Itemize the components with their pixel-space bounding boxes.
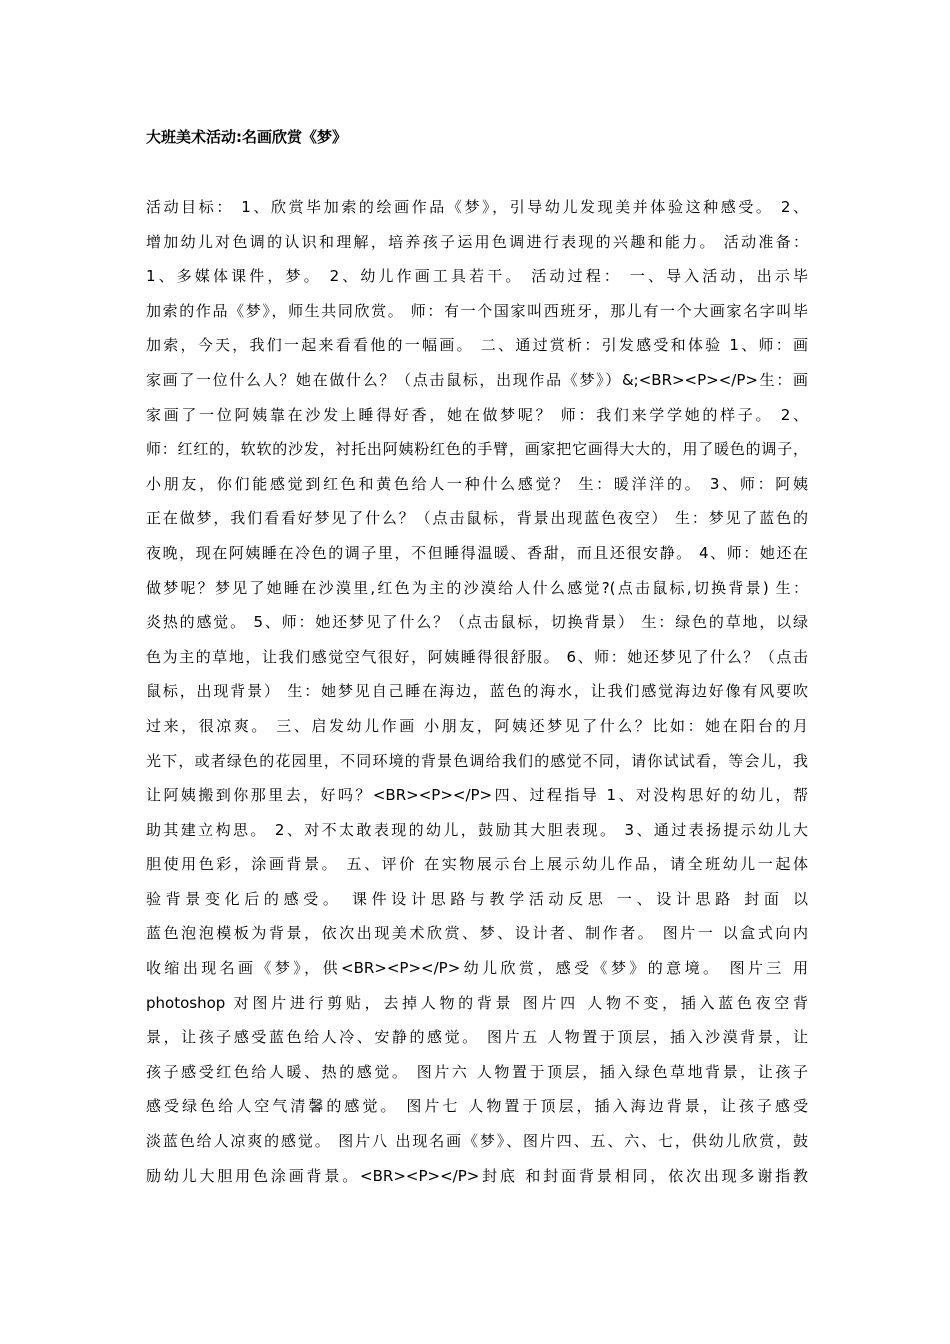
body-line: 胆使用色彩，涂画背景。 五、评价 在实物展示台上展示幼儿作品，请全班幼儿一起体 (146, 855, 808, 874)
body-line: 鼠标，出现背景） 生：她梦见自己睡在海边，蓝色的海水，让我们感觉海边好像有风要吹 (146, 682, 808, 701)
body-line: 炎热的感觉。 5、师：她还梦见了什么？（点击鼠标，切换背景） 生：绿色的草地，以绿 (146, 613, 808, 632)
body-line: 色为主的草地，让我们感觉空气很好，阿姨睡得很舒服。 6、师：她还梦见了什么？（点击 (146, 647, 808, 666)
body-line: 夜晚，现在阿姨睡在冷色的调子里，不但睡得温暖、香甜，而且还很安静。 4、师：她还在 (146, 543, 808, 562)
body-line: 加索的作品《梦》，师生共同欣赏。 师：有一个国家叫西班牙，那儿有一个大画家名字叫毕 (146, 301, 808, 320)
body-line: 光下，或者绿色的花园里，不同环境的背景色调给我们的感觉不同，请你试试看，等会儿，我 (146, 751, 808, 770)
body-line: 验背景变化后的感受。 课件设计思路与教学活动反思 一、设计思路 封面 以 (146, 889, 808, 908)
body-line: 家画了一位阿姨靠在沙发上睡得好香，她在做梦呢？ 师：我们来学学她的样子。 2、 (146, 405, 808, 424)
body-line: 正在做梦，我们看看好梦见了什么？（点击鼠标，背景出现蓝色夜空） 生：梦见了蓝色的 (146, 509, 808, 528)
body-line: 师：红红的，软软的沙发，衬托出阿姨粉红色的手臂，画家把它画得大大的，用了暖色的调子， (146, 440, 808, 459)
document-body (146, 190, 808, 1193)
body-line: 淡蓝色给人凉爽的感觉。 图片八 出现名画《梦》、图片四、五、六、七，供幼儿欣赏，鼓 (146, 1132, 808, 1151)
body-line: 1、多媒体课件，梦。 2、幼儿作画工具若干。 活动过程： 一、导入活动，出示毕 (146, 267, 808, 286)
body-line: 孩子感受红色给人暖、热的感觉。 图片六 人物置于顶层，插入绿色草地背景，让孩子 (146, 1062, 808, 1081)
body-line: 加索，今天，我们一起来看看他的一幅画。 二、通过赏析：引发感受和体验 1、师：画 (146, 336, 808, 355)
body-line: 做梦呢？梦见了她睡在沙漠里,红色为主的沙漠给人什么感觉?(点击鼠标,切换背景) 生： (146, 578, 808, 597)
document-title: 大班美术活动:名画欣赏《梦》 (146, 128, 347, 146)
body-line: 收缩出现名画《梦》，供<BR><P></P>幼儿欣赏，感受《梦》的意境。 图片三 用 (146, 959, 808, 978)
body-line: photoshop 对图片进行剪贴，去掉人物的背景 图片四 人物不变，插入蓝色夜空背 (146, 993, 808, 1012)
body-line: 景，让孩子感受蓝色给人冷、安静的感觉。 图片五 人物置于顶层，插入沙漠背景，让 (146, 1028, 808, 1047)
body-line: 助其建立构思。 2、对不太敢表现的幼儿，鼓励其大胆表现。 3、通过表扬提示幼儿大 (146, 820, 808, 839)
body-line: 家画了一位什么人？她在做什么？（点击鼠标，出现作品《梦》）&;<BR><P></P>生：画 (146, 370, 808, 389)
body-line: 过来，很凉爽。 三、启发幼儿作画 小朋友，阿姨还梦见了什么？比如：她在阳台的月 (146, 716, 808, 735)
body-line: 感受绿色给人空气清馨的感觉。 图片七 人物置于顶层，插入海边背景，让孩子感受 (146, 1097, 808, 1116)
body-line: 增加幼儿对色调的认识和理解，培养孩子运用色调进行表现的兴趣和能力。 活动准备： (146, 232, 808, 251)
body-line: 让阿姨搬到你那里去，好吗？<BR><P></P>四、过程指导 1、对没构思好的幼儿，帮 (146, 786, 808, 805)
body-line: 活动目标： 1、欣赏毕加索的绘画作品《梦》，引导幼儿发现美并体验这种感受。 2、 (146, 198, 808, 216)
body-line: 励幼儿大胆用色涂画背景。<BR><P></P>封底 和封面背景相同，依次出现多谢指教 (146, 1166, 808, 1185)
body-line: 小朋友，你们能感觉到红色和黄色给人一种什么感觉？ 生：暖洋洋的。 3、师：阿姨 (146, 474, 808, 493)
body-line: 蓝色泡泡模板为背景，依次出现美术欣赏、梦、设计者、制作者。 图片一 以盒式向内 (146, 924, 808, 943)
